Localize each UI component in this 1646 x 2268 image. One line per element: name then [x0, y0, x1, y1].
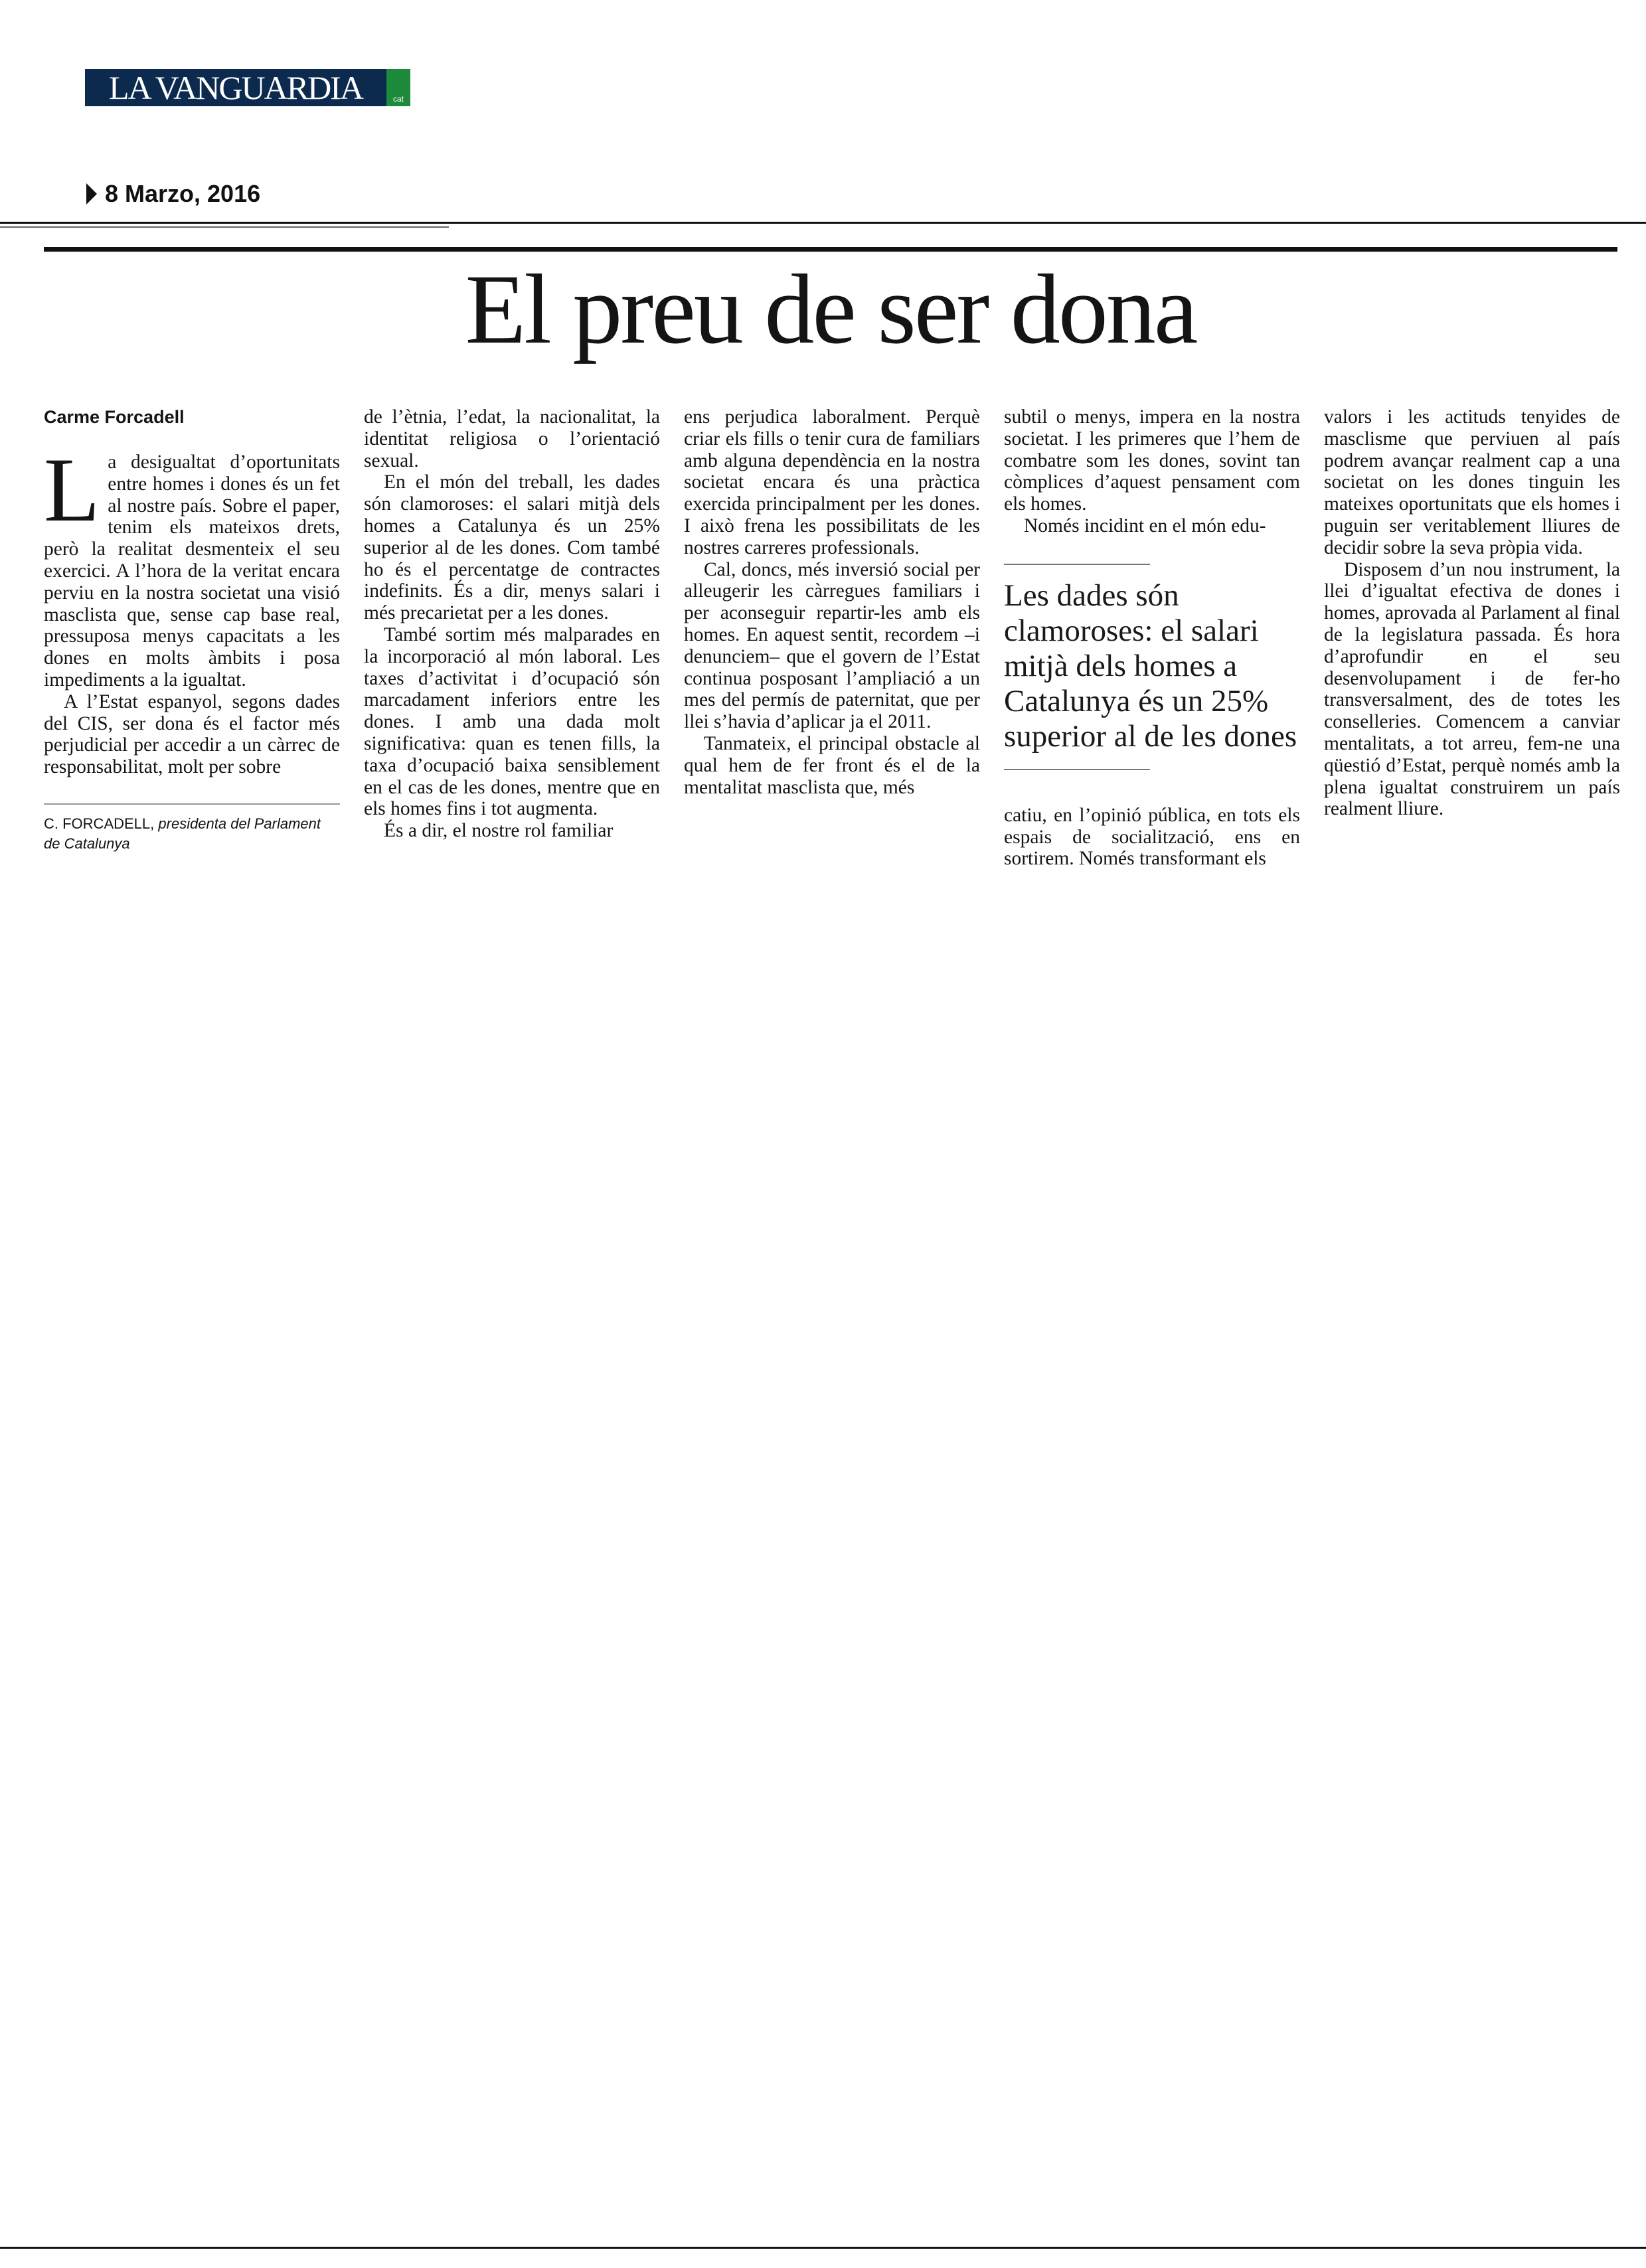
header-subrule: [0, 226, 449, 228]
headline-rule: [44, 247, 1617, 252]
dateline: [86, 178, 260, 210]
signature-role: presidenta del Parlament de Catalunya: [44, 815, 321, 852]
article-column-1: [44, 406, 340, 854]
pullquote-rule-top: [1004, 564, 1150, 565]
article-paragraph: de l’ètnia, l’edat, la nacionalitat, la identitat religiosa o l’orientació sexual.: [364, 406, 660, 471]
author-signature: [44, 814, 340, 854]
signature-rule: [44, 803, 340, 805]
masthead-name: LA VANGUARDIA: [85, 69, 386, 106]
masthead-cat-badge: cat: [386, 69, 410, 106]
byline: Carme Forcadell: [44, 407, 185, 427]
dropcap: L: [44, 439, 100, 540]
article-column-5: [1324, 406, 1620, 820]
article-paragraph: És a dir, el nostre rol familiar: [384, 820, 614, 842]
article-paragraph: ens perjudica laboralment. Perquè criar els fills o tenir cura de familiars amb alguna dependència en la nostra societat encara és una pràctica exercida principalment per les dones. I això frena les possibilitats de les nostres carreres professionals.: [684, 406, 980, 558]
header-rule: [0, 222, 1646, 224]
article-paragraph: Tanmateix, el principal obstacle al qual hem de fer front és el de la mentalitat masclista que, més: [684, 732, 980, 798]
article-paragraph: catiu, en l’opinió pública, en tots els espais de socialització, ens en sortirem. Només transformant els: [1004, 804, 1300, 870]
article-column-3: [684, 406, 980, 798]
article-paragraph: En el món del treball, les dades són clamoroses: el salari mitjà dels homes a Catalunya és un 25% superior al de les dones. Com també ho és el percentatge de contractes indefinits. És a dir, menys salari i més precarietat per a les dones.: [364, 471, 660, 624]
article-paragraph: subtil o menys, impera en la nostra societat. I les primeres que l’hem de combatre som les dones, sovint tan còmplices d’aquest pensament com els homes.: [1004, 406, 1300, 515]
article-paragraph: Disposem d’un nou instrument, la llei d’igualtat efectiva de dones i homes, aprovada al Parlament al final de la legislatura passada. És hora d’aprofundir en el seu desenvolupament i de fer-ho transversalment, des de totes les conselleries. Comencem a canviar mentalitats, a tot arreu, fem-ne una qüestió d’Estat, perquè només amb la plena igualtat construirem un país realment lliure.: [1324, 558, 1620, 820]
play-triangle-icon: [86, 183, 97, 204]
footer-rule: [0, 2247, 1646, 2249]
article-headline: El preu de ser dona: [465, 254, 1196, 364]
article-paragraph: També sortim més malparades en la incorporació al món laboral. Les taxes d’activitat i d’ocupació són marcadament inferiors entre les dones. I amb una dada molt significativa: quan es tenen fills, la taxa d’ocupació baixa sensiblement en el cas de les dones, mentre que en els homes fins i tot augmenta.: [364, 623, 660, 820]
paragraph-text: a desigualtat d’oportunitats entre homes i dones és un fet al nostre país. Sobre el paper, tenim els mateixos drets, però la realitat desmenteix el seu exercici. A l’hora de la veritat encara perviu en la nostra societat una visió masclista que, sense cap base real, pressuposa menys capacitats a les dones en molts àmbits i posa impediments a la igualtat.: [44, 451, 340, 690]
article-paragraph: Cal, doncs, més inversió social per alleugerir les càrregues familiars i per aconseguir repartir-les amb els homes. En aquest sentit, recordem –i denunciem– que el govern de l’Estat continua posposant l’ampliació a un mes del permís de paternitat, que per llei s’havia d’aplicar ja el 2011.: [684, 558, 980, 733]
publication-date: 8 Marzo, 2016: [105, 180, 261, 207]
masthead-logo: [85, 69, 410, 106]
article-paragraph: Només incidint en el món edu-: [1024, 515, 1266, 536]
article-column-2: [364, 406, 660, 842]
article-paragraph: A l’Estat espanyol, segons dades del CIS, ser dona és el factor més perjudicial per accedir a un càrrec de responsabilitat, molt per sobre: [44, 690, 340, 778]
article-paragraph: valors i les actituds tenyides de masclisme que perviuen al país podrem avançar realment cap a una societat on les dones tinguin les mateixes oportunitats que els homes i puguin ser veritablement lliures de decidir sobre la seva pròpia vida.: [1324, 406, 1620, 558]
article-column-4: [1004, 406, 1300, 870]
pullquote: Les dades són clamoroses: el salari mitjà dels homes a Catalunya és un 25% superior al de les dones: [1004, 578, 1297, 754]
signature-name: C. FORCADELL,: [44, 815, 155, 832]
pullquote-rule-bottom: [1004, 769, 1150, 770]
article-paragraph: [44, 439, 340, 691]
